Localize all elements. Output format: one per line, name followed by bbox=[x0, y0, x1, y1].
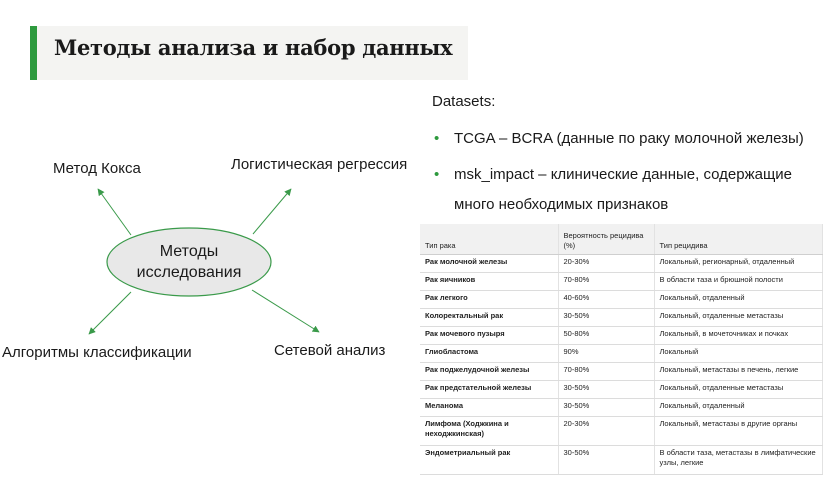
table-row bbox=[420, 291, 822, 309]
cell-recurrence-probability: 90% bbox=[558, 345, 654, 363]
center-line-1: Методы bbox=[159, 243, 219, 260]
branch-cox: Метод Кокса bbox=[53, 160, 141, 177]
header-cancer-type: Тип рака bbox=[420, 224, 558, 255]
bullet-dot-icon: • bbox=[434, 130, 440, 147]
branch-logistic: Логистическая регрессия bbox=[231, 156, 408, 173]
cell-cancer-type: Рак молочной железы bbox=[420, 255, 558, 273]
cell-recurrence-type: В области таза, метастазы в лимфатические узлы, легкие bbox=[654, 446, 822, 475]
cell-recurrence-type: Локальный, отдаленные метастазы bbox=[654, 381, 822, 399]
cell-recurrence-type: Локальный, метастазы в печень, легкие bbox=[654, 363, 822, 381]
center-node-label bbox=[108, 241, 270, 283]
cell-recurrence-probability: 30-50% bbox=[558, 381, 654, 399]
datasets-title: Datasets: bbox=[432, 93, 496, 110]
cell-cancer-type: Эндометриальный рак bbox=[420, 446, 558, 475]
slide-title: Методы анализа и набор данных bbox=[54, 35, 453, 60]
table-row bbox=[420, 327, 822, 345]
cell-cancer-type: Лимфома (Ходжкина и неходжкинская) bbox=[420, 417, 558, 446]
arrow-to-logistic bbox=[253, 189, 291, 234]
cell-recurrence-type: Локальный, отдаленные метастазы bbox=[654, 309, 822, 327]
cell-cancer-type: Меланома bbox=[420, 399, 558, 417]
table-row bbox=[420, 417, 822, 446]
cell-recurrence-type: Локальный bbox=[654, 345, 822, 363]
table-body bbox=[420, 255, 822, 475]
center-line-2: исследования bbox=[136, 264, 242, 281]
cell-recurrence-probability: 20-30% bbox=[558, 417, 654, 446]
cell-recurrence-probability: 70-80% bbox=[558, 273, 654, 291]
bullet-dot-icon: • bbox=[434, 166, 440, 183]
table-header-row bbox=[420, 224, 822, 255]
table-row bbox=[420, 345, 822, 363]
dataset-item bbox=[432, 160, 822, 220]
dataset-item-text: TCGA – BCRA (данные по раку молочной железы) bbox=[454, 130, 804, 147]
datasets-list bbox=[432, 124, 822, 226]
branch-classification: Алгоритмы классификации bbox=[2, 344, 192, 361]
table-row bbox=[420, 273, 822, 291]
cell-cancer-type: Колоректальный рак bbox=[420, 309, 558, 327]
recurrence-table bbox=[420, 224, 823, 475]
cell-recurrence-type: Локальный, метастазы в другие органы bbox=[654, 417, 822, 446]
cell-recurrence-type: Локальный, регионарный, отдаленный bbox=[654, 255, 822, 273]
cell-recurrence-probability: 50-80% bbox=[558, 327, 654, 345]
table-row bbox=[420, 255, 822, 273]
dataset-item bbox=[432, 124, 822, 154]
cell-cancer-type: Рак предстательной железы bbox=[420, 381, 558, 399]
arrow-to-cox bbox=[98, 189, 131, 235]
cell-recurrence-probability: 70-80% bbox=[558, 363, 654, 381]
cell-recurrence-type: Локальный, в мочеточниках и почках bbox=[654, 327, 822, 345]
table-row bbox=[420, 381, 822, 399]
cell-recurrence-probability: 40-60% bbox=[558, 291, 654, 309]
cell-cancer-type: Рак мочевого пузыря bbox=[420, 327, 558, 345]
cell-recurrence-probability: 30-50% bbox=[558, 309, 654, 327]
cell-cancer-type: Глиобластома bbox=[420, 345, 558, 363]
table-row bbox=[420, 446, 822, 475]
cell-recurrence-type: Локальный, отдаленный bbox=[654, 399, 822, 417]
table-row bbox=[420, 309, 822, 327]
cell-cancer-type: Рак поджелудочной железы bbox=[420, 363, 558, 381]
cell-recurrence-probability: 30-50% bbox=[558, 446, 654, 475]
recurrence-table-container bbox=[420, 224, 822, 475]
dataset-item-text: msk_impact – клинические данные, содержащие много необходимых признаков bbox=[454, 166, 793, 213]
cell-cancer-type: Рак яичников bbox=[420, 273, 558, 291]
branch-network: Сетевой анализ bbox=[274, 342, 386, 359]
arrow-to-classification bbox=[89, 292, 131, 334]
arrow-to-network bbox=[252, 290, 319, 332]
cell-cancer-type: Рак легкого bbox=[420, 291, 558, 309]
header-recurrence-probability: Вероятность рецидива (%) bbox=[558, 224, 654, 255]
header-recurrence-type: Тип рецидива bbox=[654, 224, 822, 255]
table-row bbox=[420, 363, 822, 381]
cell-recurrence-probability: 30-50% bbox=[558, 399, 654, 417]
table-row bbox=[420, 399, 822, 417]
cell-recurrence-probability: 20-30% bbox=[558, 255, 654, 273]
cell-recurrence-type: В области таза и брюшной полости bbox=[654, 273, 822, 291]
cell-recurrence-type: Локальный, отдаленный bbox=[654, 291, 822, 309]
